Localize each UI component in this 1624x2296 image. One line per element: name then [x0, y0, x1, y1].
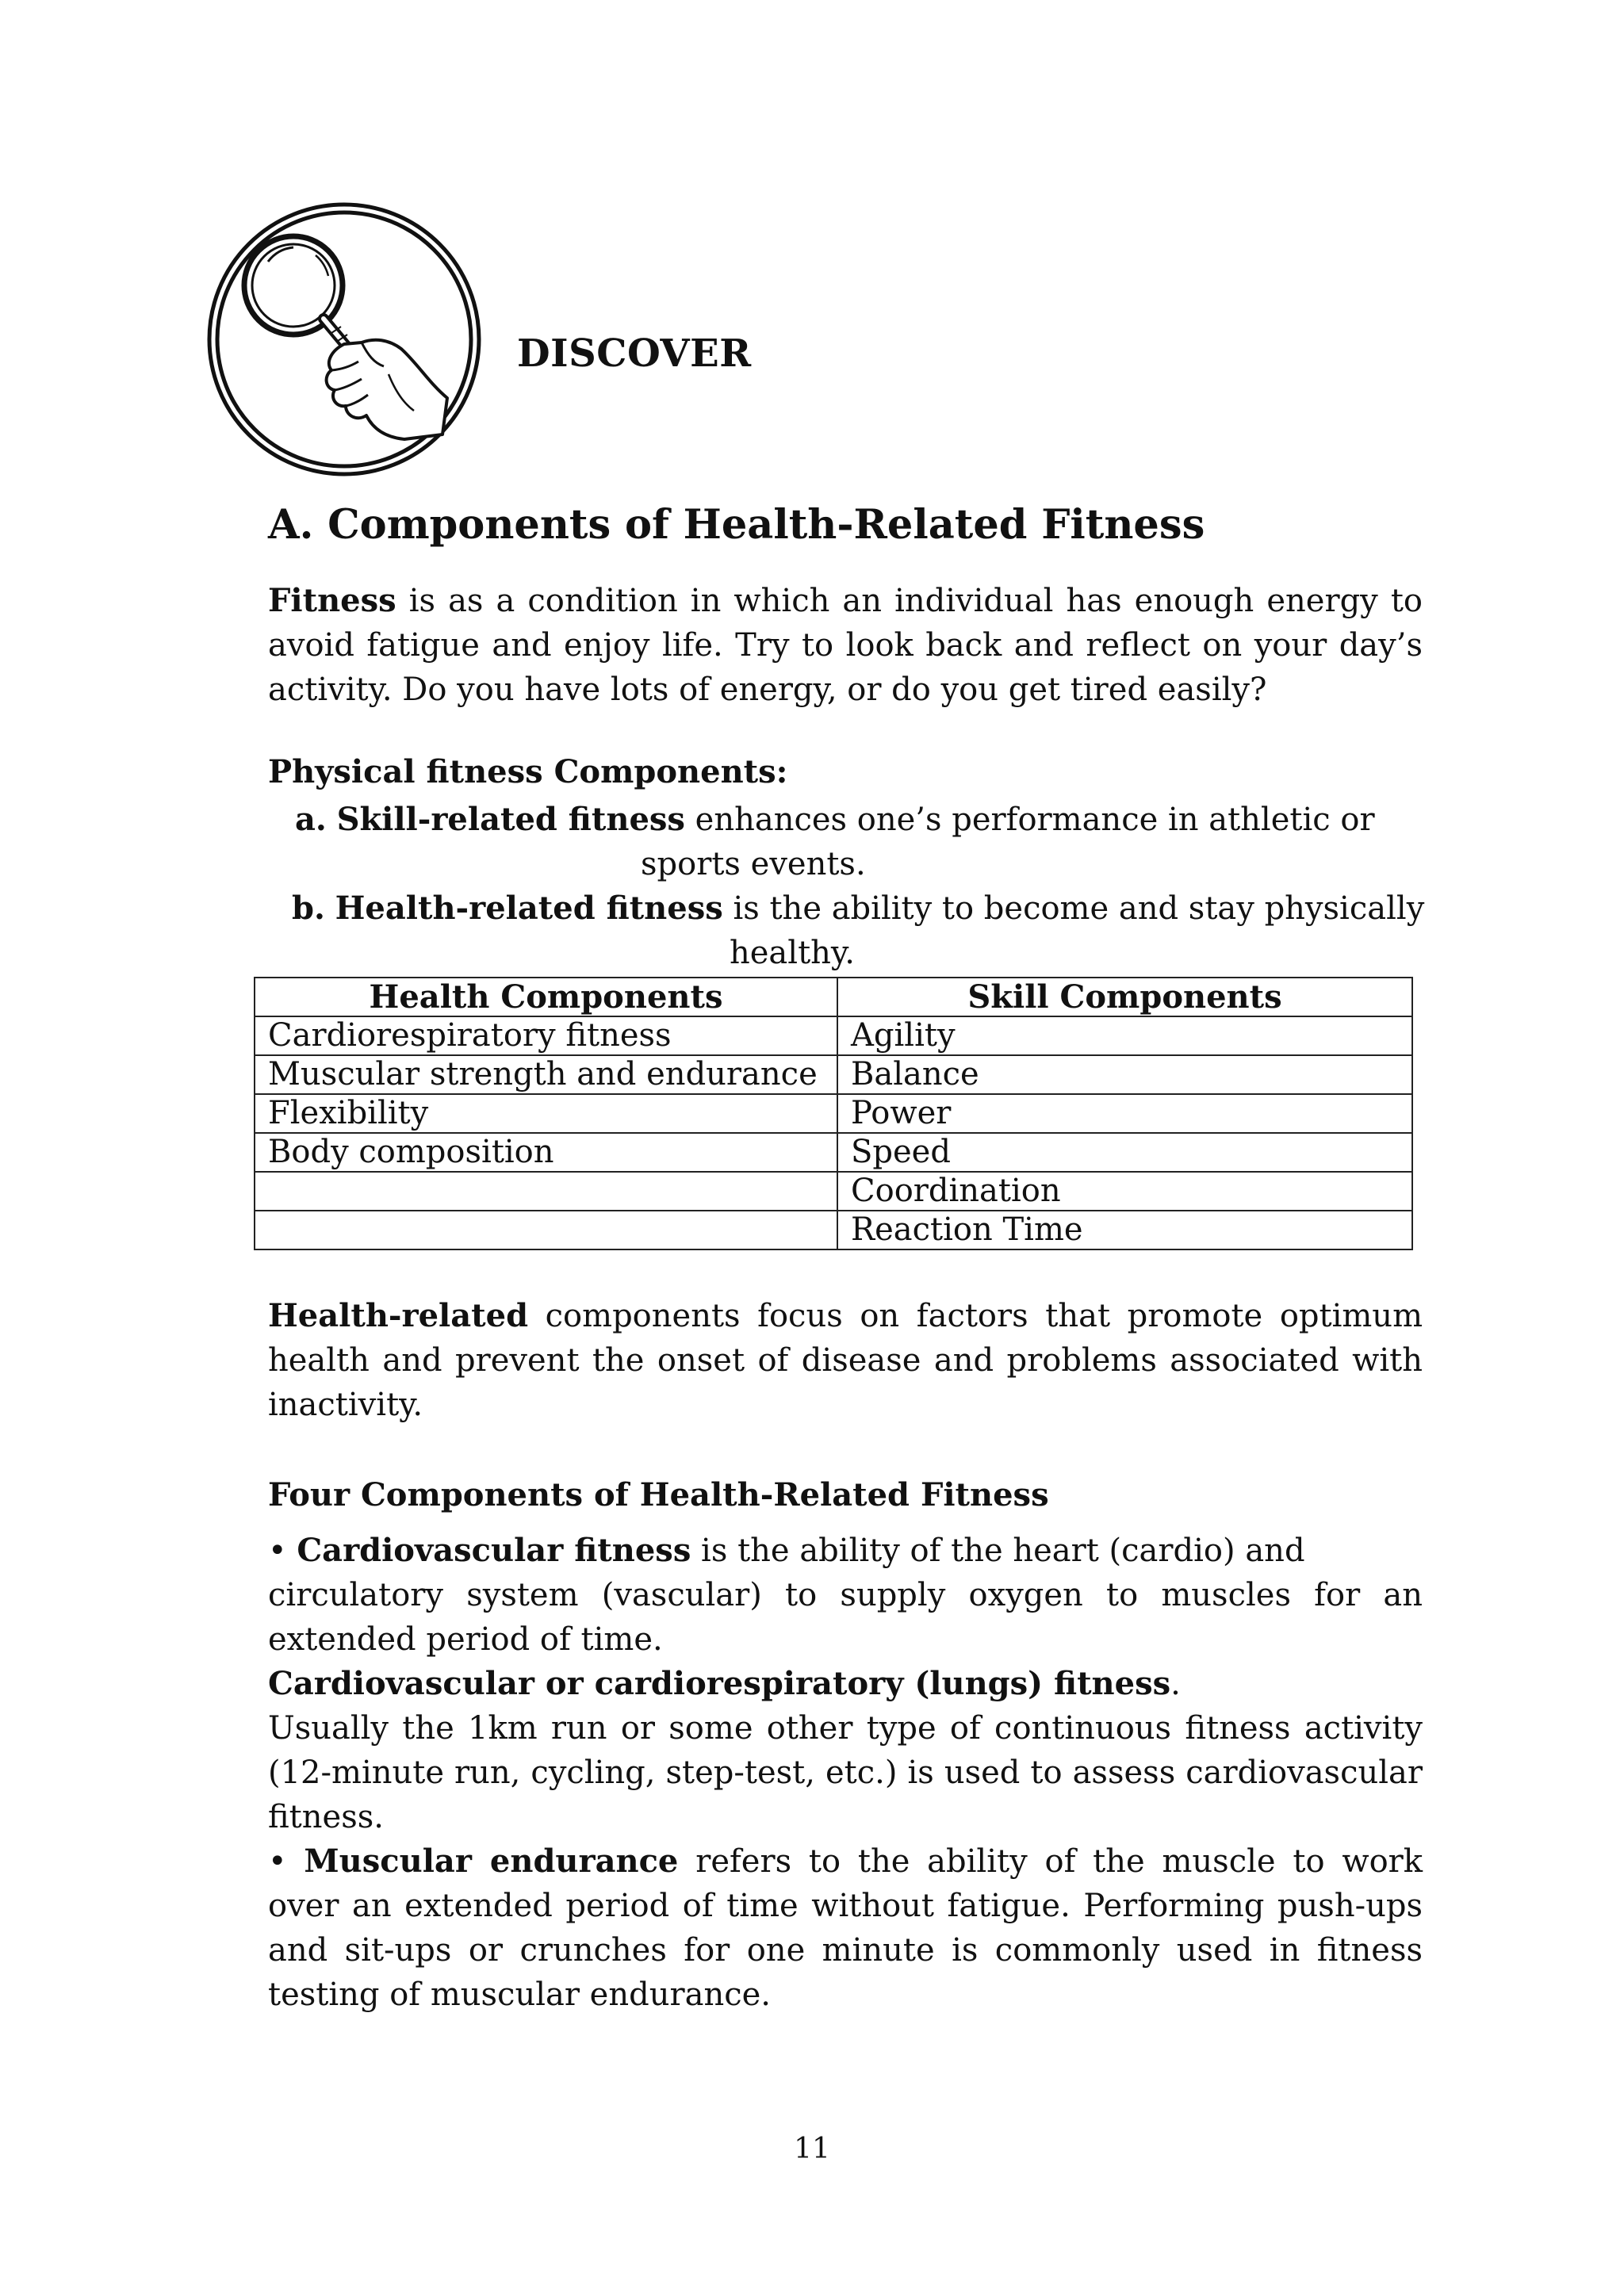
cardiorespiratory-line — [268, 1662, 1181, 1706]
components-table — [254, 977, 1413, 1250]
table-cell — [255, 1211, 837, 1249]
intro-paragraph — [268, 579, 1423, 712]
list-item-skill-related — [295, 798, 1421, 886]
table-row — [255, 1133, 1412, 1172]
four-components-heading: Four Components of Health-Related Fitness — [268, 1476, 1049, 1513]
column-header-skill: Skill Components — [837, 978, 1412, 1016]
period: . — [1170, 1666, 1181, 1702]
table-cell: Flexibility — [255, 1094, 837, 1133]
table-row — [255, 1016, 1412, 1055]
table-cell: Balance — [837, 1055, 1412, 1094]
physical-components-heading: Physical fitness Components: — [268, 753, 788, 790]
column-header-health: Health Components — [255, 978, 837, 1016]
list-text: is the ability to become and stay physically — [722, 890, 1425, 927]
table-cell: Body composition — [255, 1133, 837, 1172]
term-fitness: Fitness — [268, 582, 396, 619]
bullet: • — [268, 1533, 287, 1569]
list-text-continued: healthy. — [730, 935, 855, 971]
table-cell: Coordination — [837, 1172, 1412, 1211]
section-heading: A. Components of Health-Related Fitness — [268, 501, 1205, 549]
list-marker: b. — [292, 890, 325, 927]
table-row — [255, 1211, 1412, 1249]
list-text-continued: sports events. — [641, 846, 866, 882]
term-cardiorespiratory: Cardiovascular or cardiorespiratory (lungs) fitness — [268, 1665, 1171, 1702]
table-header-row — [255, 978, 1412, 1016]
term-health-related-components: Health-related — [268, 1297, 529, 1334]
table-cell: Muscular strength and endurance — [255, 1055, 837, 1094]
cardiovascular-paragraph — [268, 1529, 1423, 1662]
table-cell: Speed — [837, 1133, 1412, 1172]
term-health-related: Health-related fitness — [335, 890, 723, 927]
muscular-endurance-paragraph — [268, 1839, 1423, 2017]
list-item-health-related — [292, 886, 1450, 975]
paragraph-text: is the ability of the heart (cardio) and — [691, 1533, 1305, 1569]
paragraph-text-continued: circulatory system (vascular) to supply oxygen to muscles for an extended period of time. — [268, 1577, 1423, 1658]
table-cell: Cardiorespiratory fitness — [255, 1016, 837, 1055]
section-badge-title: DISCOVER — [517, 331, 752, 376]
assessment-paragraph: Usually the 1km run or some other type of continuous fitness activity (12-minute run, cycling, step-test, etc.) is used to assess cardiovascular fitness. — [268, 1710, 1423, 1835]
table-cell: Power — [837, 1094, 1412, 1133]
page-number: 11 — [794, 2133, 830, 2165]
term-muscular-endurance: Muscular endurance — [304, 1843, 679, 1880]
list-text: enhances one’s performance in athletic or — [684, 802, 1375, 838]
list-marker: a. — [295, 801, 327, 838]
term-cardiovascular-fitness: Cardiovascular fitness — [297, 1532, 691, 1569]
table-row — [255, 1055, 1412, 1094]
bullet: • — [268, 1843, 287, 1880]
intro-text: is as a condition in which an individual has enough energy to avoid fatigue and enjoy life. Try to look back and reflect on your day’s activity. Do you have lots of energy, or do you get tired easily? — [268, 583, 1423, 708]
table-cell — [255, 1172, 837, 1211]
magnifying-glass-hand-icon — [205, 200, 484, 479]
table-cell: Agility — [837, 1016, 1412, 1055]
table-row — [255, 1172, 1412, 1211]
term-skill-related: Skill-related fitness — [336, 801, 685, 838]
table-row — [255, 1094, 1412, 1133]
table-cell: Reaction Time — [837, 1211, 1412, 1249]
paragraph-text: refers to the ability of the muscle to work over an extended period of time without fatigue. Performing push-ups and sit-ups or crunches for one minute is commonly used in fitness testing of muscular endurance. — [268, 1843, 1423, 2013]
paragraph-text: components focus on factors that promote optimum health and prevent the onset of disease and problems associated with inactivity. — [268, 1298, 1423, 1423]
health-related-paragraph — [268, 1294, 1423, 1427]
